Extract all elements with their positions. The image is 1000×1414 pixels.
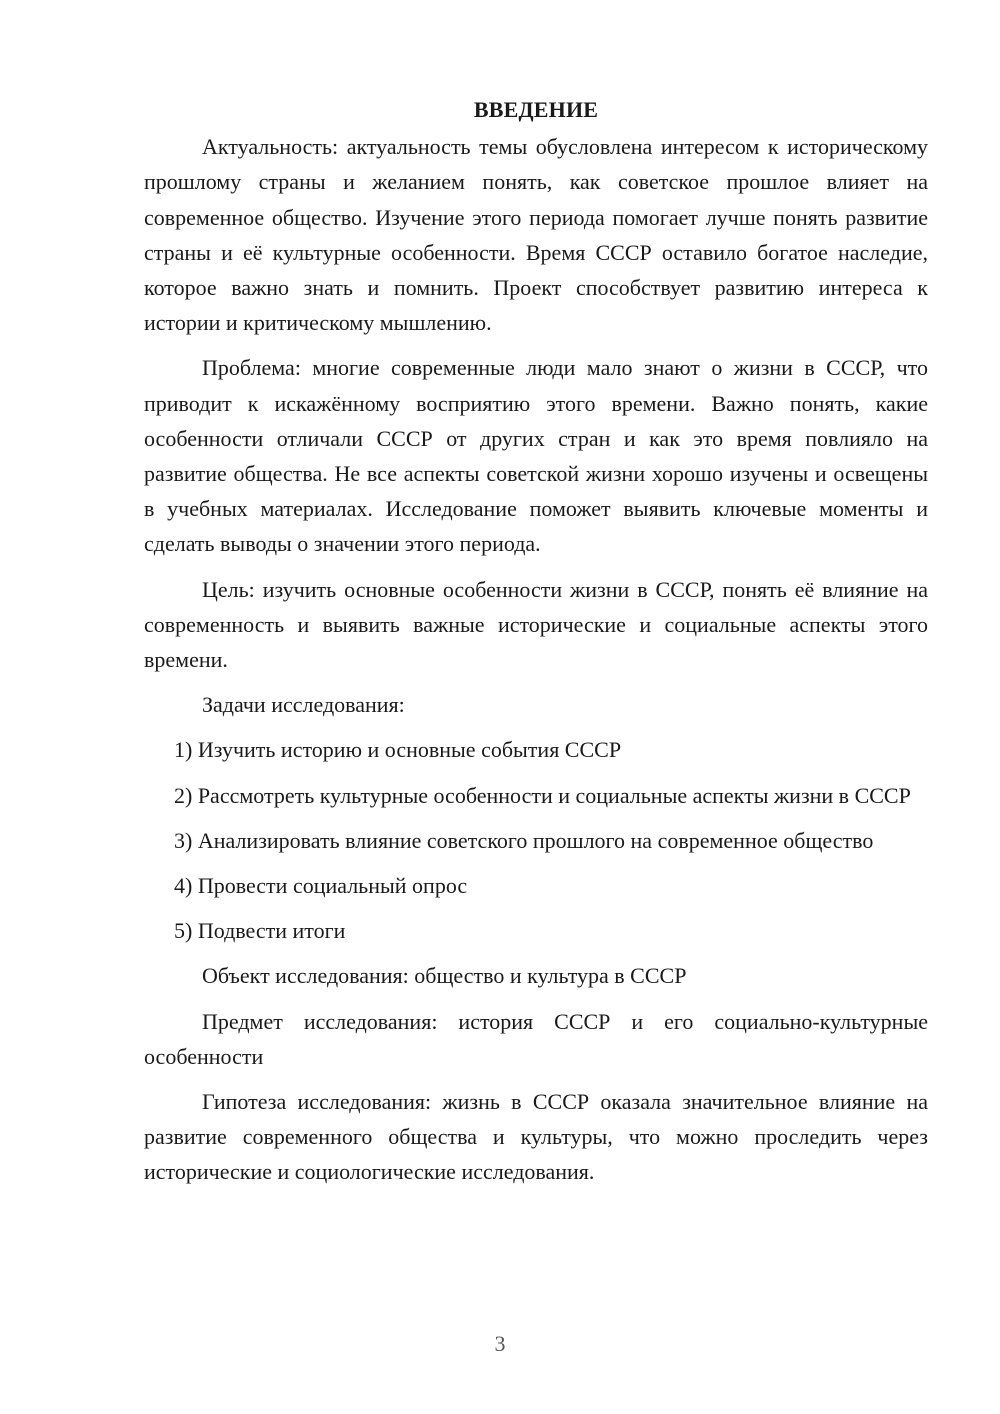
object-paragraph: Объект исследования: общество и культура в СССР bbox=[202, 963, 687, 989]
task-item-1: 1) Изучить историю и основные события СССР bbox=[174, 737, 622, 763]
task-item-3: 3) Анализировать влияние советского прошлого на современное общество bbox=[174, 827, 874, 853]
task-item-5: 5) Подвести итоги bbox=[174, 918, 346, 944]
task-item-2: 2) Рассмотреть культурные особенности и социальные аспекты жизни в СССР bbox=[174, 782, 911, 808]
hypothesis-paragraph: Гипотеза исследования: жизнь в СССР оказала значительное влияние на развитие современного общества и культуры, что можно проследить через исторические и социологические исследования. bbox=[144, 1089, 928, 1185]
goal-paragraph: Цель: изучить основные особенности жизни в СССР, понять её влияние на современность и выявить важные исторические и социальные аспекты этого времени. bbox=[144, 576, 928, 673]
subject-paragraph: Предмет исследования: история СССР и его социально-культурные особенности bbox=[144, 1008, 928, 1069]
tasks-heading: Задачи исследования: bbox=[202, 692, 405, 718]
page-content bbox=[144, 92, 928, 1200]
page-number: 3 bbox=[494, 1331, 506, 1356]
relevance-paragraph: Актуальность: актуальность темы обусловлена интересом к историческому прошлому страны и желанием понять, как советское прошлое влияет на современное общество. Изучение этого периода помогает лучше понять развитие страны и её культурные особенности. Время СССР оставило богатое наследие, которое важно знать и помнить. Проект способствует развитию интереса к истории и критическому мышлению. bbox=[144, 134, 928, 336]
page-title: ВВЕДЕНИЕ bbox=[473, 97, 599, 122]
problem-paragraph: Проблема: многие современные люди мало знают о жизни в СССР, что приводит к искажённому восприятию этого времени. Важно понять, какие особенности отличали СССР от других стран и как это время повлияло на развитие общества. Не все аспекты советской жизни хорошо изучены и освещены в учебных материалах. Исследование поможет выявить ключевые моменты и сделать выводы о значении этого периода. bbox=[144, 355, 928, 557]
task-item-4: 4) Провести социальный опрос bbox=[174, 873, 468, 899]
